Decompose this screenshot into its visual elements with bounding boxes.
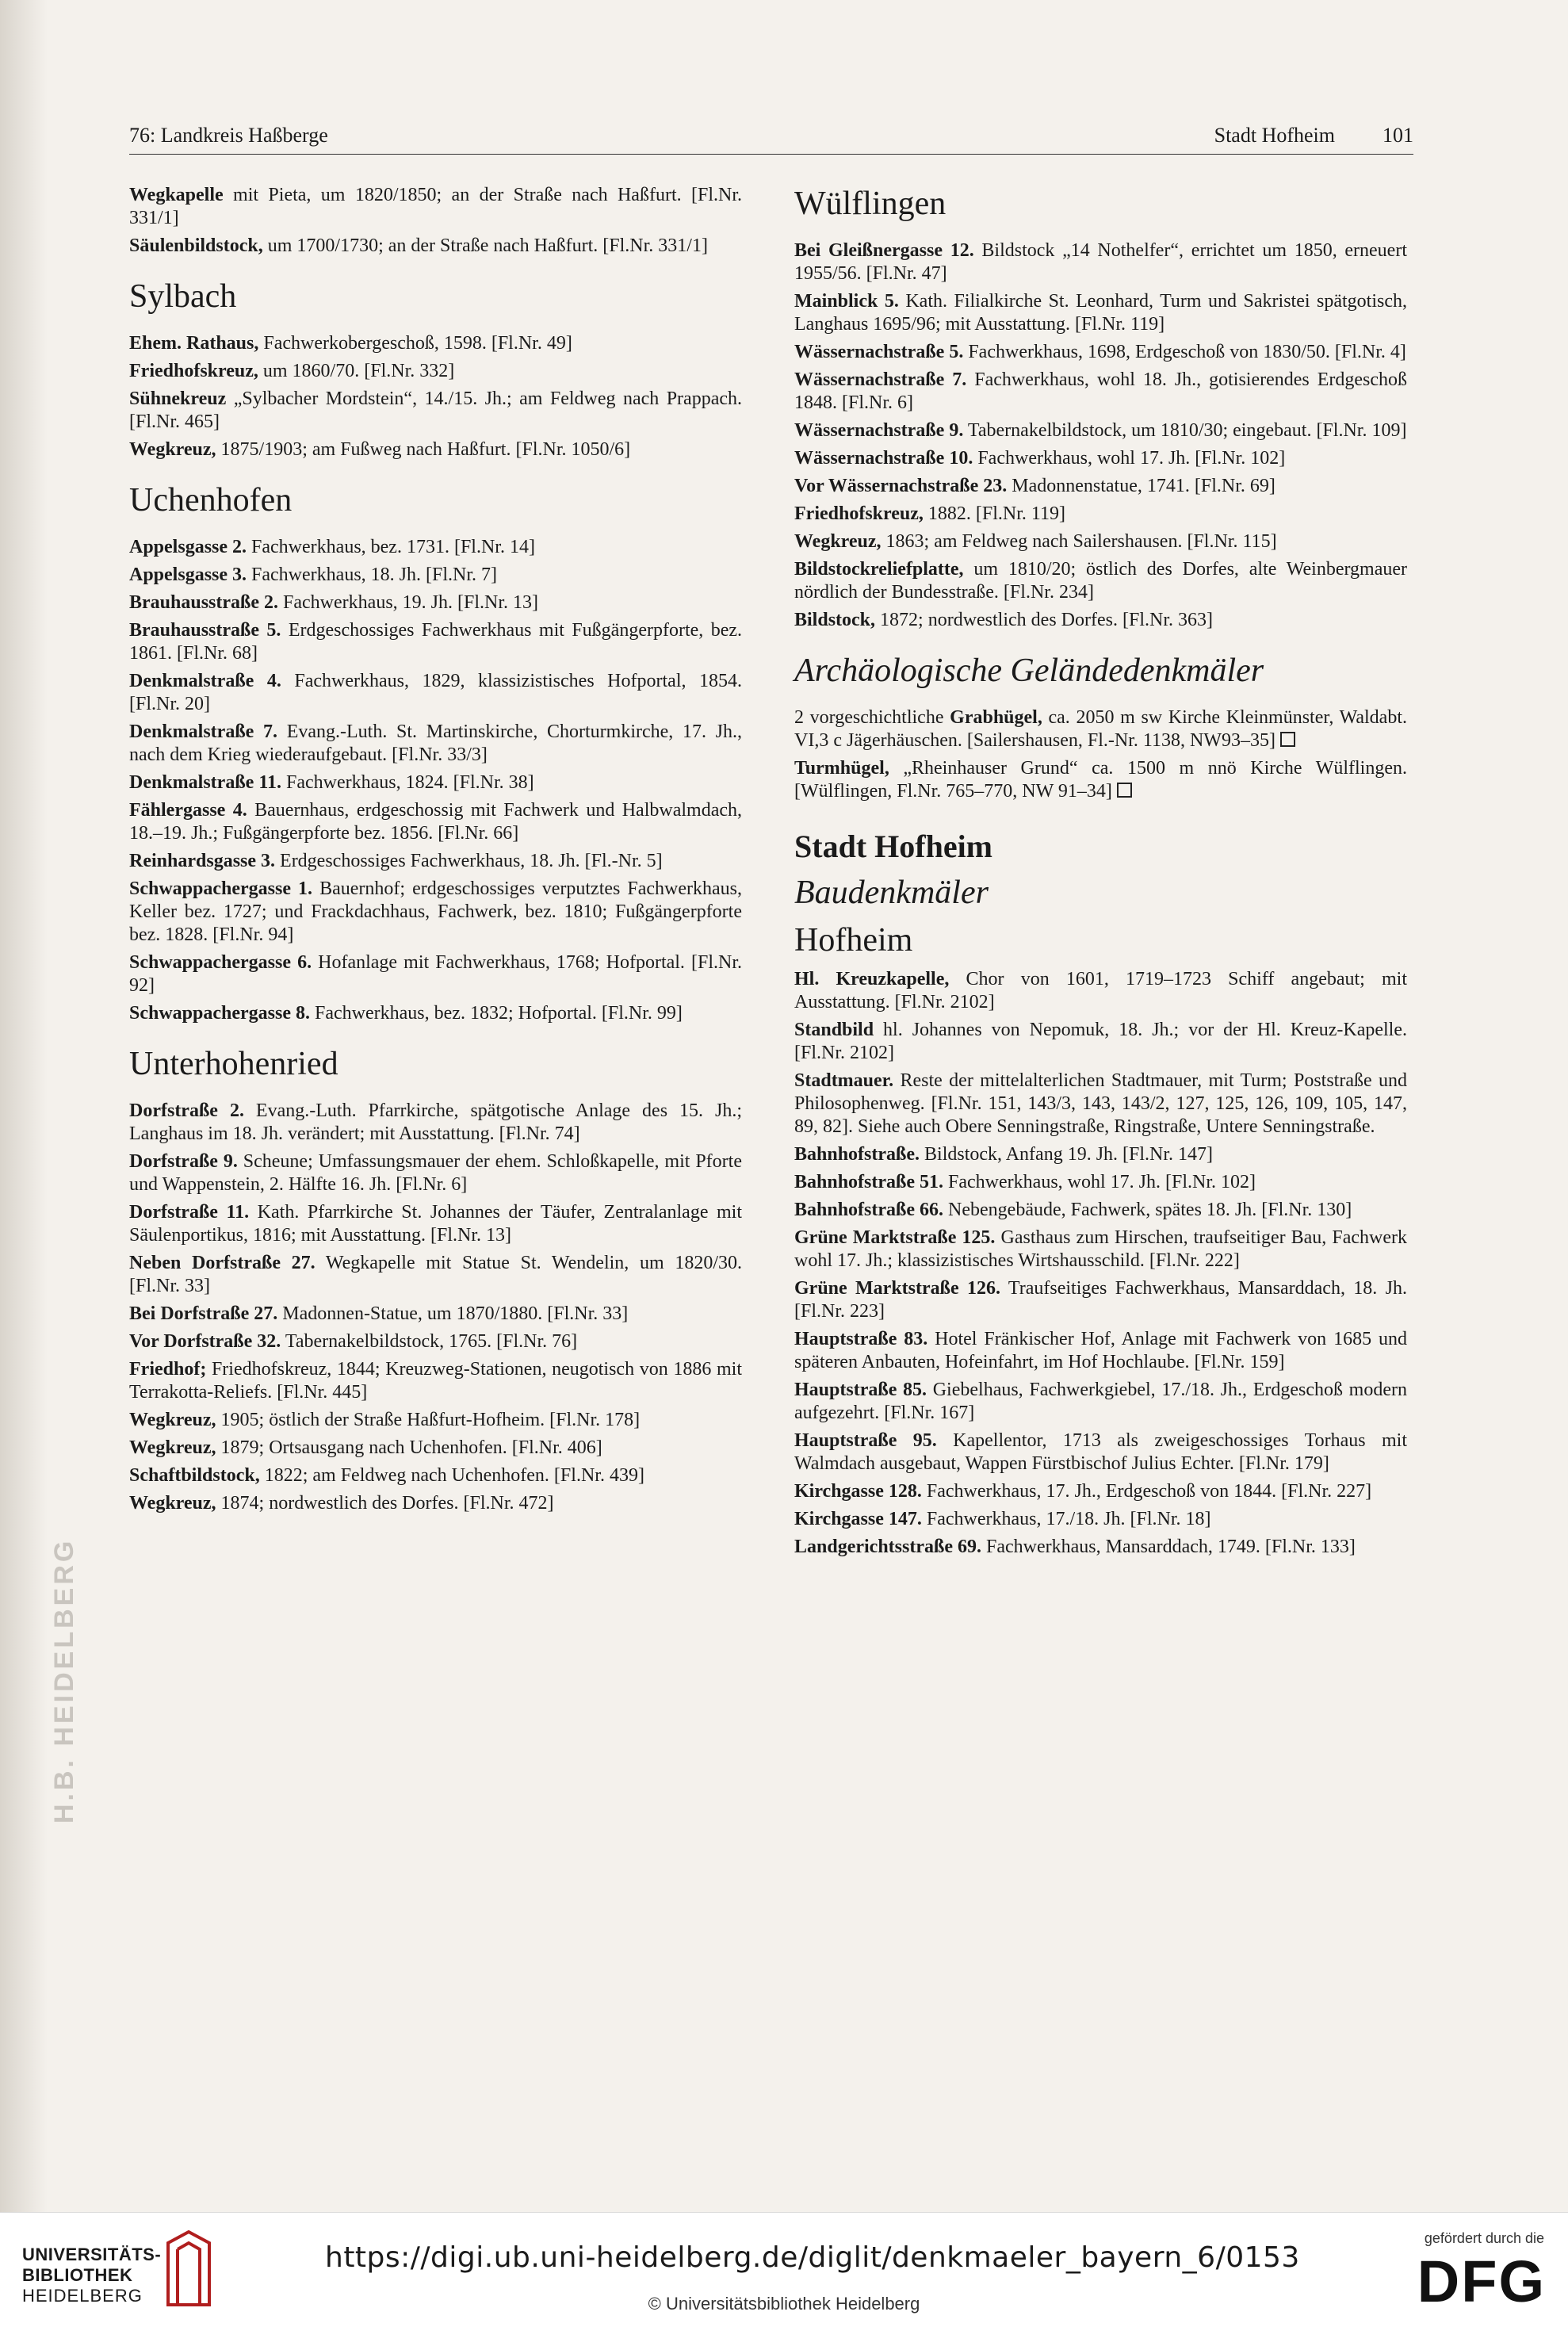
entry-name: Denkmalstraße 4. [129,671,281,691]
monument-entry [129,536,742,559]
monument-entry [794,1199,1407,1222]
entry-name: Mainblick 5. [794,291,899,312]
entry-description: „Rheinhauser Grund“ ca. 1500 m nnö Kirche Wülflingen. [Wülflingen, Fl.Nr. 765–770, NW 91–34] [794,758,1407,802]
entry-name: Schaftbildstock, [129,1465,260,1486]
header-right [1214,124,1413,147]
monument-entry [794,558,1407,604]
entry-name: Vor Dorfstraße 32. [129,1331,281,1352]
monument-entry [129,388,742,434]
monument-entry [794,1171,1407,1194]
entry-name: Dorfstraße 11. [129,1202,250,1223]
monument-entry [129,438,742,461]
entry-prefix: 2 vorgeschichtliche [794,707,950,728]
entry-name: Friedhof; [129,1359,207,1380]
entry-description: Hofanlage mit Fachwerkhaus, 1768; Hofportal. [Fl.Nr. 92] [129,952,742,996]
entry-name: Friedhofskreuz, [129,361,258,381]
entry-description: ca. 2050 m sw Kirche Kleinmünster, Waldabt. VI,3 c Jägerhäuschen. [Sailershausen, Fl.-Nr. 1138, NW93–35] [794,707,1407,751]
entry-description: Nebengebäude, Fachwerk, spätes 18. Jh. [Fl.Nr. 130] [943,1200,1352,1220]
entry-name: Bahnhofstraße 66. [794,1200,944,1220]
monument-entry [794,341,1407,364]
entry-description: 1822; am Feldweg nach Uchenhofen. [Fl.Nr. 439] [259,1465,644,1486]
monument-entry [129,1464,742,1487]
entry-name: Bahnhofstraße. [794,1144,920,1165]
monument-entry [129,1100,742,1146]
entry-description: Fachwerkhaus, 17./18. Jh. [Fl.Nr. 18] [921,1509,1211,1529]
section-heading: Stadt Hofheim [794,829,992,864]
entry-name: Wegkreuz, [129,439,216,460]
monument-entry [129,771,742,794]
monument-entry [794,239,1407,285]
entry-name: Dorfstraße 9. [129,1151,238,1172]
entry-name: Stadtmauer. [794,1070,894,1091]
copyright: © Universitätsbibliothek Heidelberg [648,2294,920,2314]
monument-entry [129,1201,742,1247]
logo-line1: UNIVERSITÄTS- [22,2245,162,2264]
entry-name: Vor Wässernachstraße 23. [794,476,1008,496]
square-marker-icon [1117,783,1132,798]
entry-name: Grüne Marktstraße 125. [794,1227,996,1248]
section-heading: Wülflingen [794,186,947,222]
monument-entry [794,1379,1407,1425]
entry-description: Fachwerkhaus, 18. Jh. [Fl.Nr. 7] [247,565,497,585]
entry-name: Landgerichtsstraße 69. [794,1537,981,1557]
monument-entry [794,1070,1407,1139]
left-column [129,184,742,1520]
entry-description: Fachwerkhaus, Mansarddach, 1749. [Fl.Nr. 133] [981,1537,1356,1557]
monument-entry [129,670,742,716]
entry-name: Ehem. Rathaus, [129,333,259,354]
page-number: 101 [1383,124,1413,147]
entry-name: Grabhügel, [950,707,1042,728]
entry-name: Kirchgasse 128. [794,1481,922,1502]
entry-name: Schwappachergasse 8. [129,1003,311,1024]
permalink-url[interactable]: https://digi.ub.uni-heidelberg.de/diglit/denkmaeler_bayern_6/0153 [325,2241,1300,2274]
gutter-shadow [0,0,48,2212]
entry-name: Wässernachstraße 5. [794,342,964,362]
monument-entry [794,1429,1407,1475]
entry-description: um 1810/20; östlich des Dorfes, alte Weinbergmauer nördlich der Bundesstraße. [Fl.Nr. 234] [794,559,1407,603]
monument-entry [129,184,742,230]
monument-entry [129,1437,742,1460]
monument-entry [794,757,1407,803]
entry-name: Wegkreuz, [129,1437,216,1458]
entry-name: Hauptstraße 85. [794,1380,927,1400]
right-column [794,184,1407,1563]
monument-entry [129,1409,742,1432]
entry-description: um 1860/70. [Fl.Nr. 332] [258,361,455,381]
monument-entry [129,235,742,258]
section-heading: Baudenkmäler [794,875,989,911]
entry-description: Tabernakelbildstock, um 1810/30; eingebaut. [Fl.Nr. 109] [963,420,1407,441]
entry-name: Schwappachergasse 1. [129,878,313,899]
monument-entry [794,290,1407,336]
entry-description: Fachwerkhaus, 1824. [Fl.Nr. 38] [281,772,534,793]
monument-entry [129,591,742,614]
monument-entry [794,1328,1407,1374]
entry-name: Schwappachergasse 6. [129,952,312,973]
entry-name: Dorfstraße 2. [129,1100,244,1121]
monument-entry [794,503,1407,526]
entry-description: Fachwerkhaus, wohl 17. Jh. [Fl.Nr. 102] [973,448,1286,469]
entry-description: Fachwerkobergeschoß, 1598. [Fl.Nr. 49] [258,333,572,354]
entry-name: Bildstockreliefplatte, [794,559,964,580]
entry-description: Wegkapelle mit Statue St. Wendelin, um 1820/30. [Fl.Nr. 33] [129,1253,742,1296]
entry-description: Bauernhof; erdgeschossiges verputztes Fachwerkhaus, Keller bez. 1727; und Frackdachhaus, Fachwerk, bez. 1810; Fußgängerpforte bez. 1828. [Fl.Nr. 94] [129,878,742,945]
monument-entry [794,419,1407,442]
entry-name: Appelsgasse 2. [129,537,247,557]
section-heading: Archäologische Geländedenkmäler [794,653,1264,689]
monument-entry [794,1277,1407,1323]
monument-entry [129,799,742,845]
monument-entry [794,1019,1407,1065]
monument-entry [129,878,742,947]
monument-entry [794,447,1407,470]
entry-description: 1879; Ortsausgang nach Uchenhofen. [Fl.Nr. 406] [216,1437,602,1458]
entry-name: Bei Gleißnergasse 12. [794,240,974,261]
section-heading: Uchenhofen [129,482,293,519]
entry-name: Säulenbildstock, [129,235,263,256]
library-stamp: H.B. HEIDELBERG [49,1537,79,1824]
entry-description: „Sylbacher Mordstein“, 14./15. Jh.; am Feldweg nach Prappach. [Fl.Nr. 465] [129,388,742,432]
entry-name: Standbild [794,1020,874,1040]
monument-entry [129,1358,742,1404]
section-heading: Unterhohenried [129,1046,338,1082]
entry-name: Hauptstraße 95. [794,1430,937,1451]
entry-description: Erdgeschossiges Fachwerkhaus mit Fußgängerpforte, bez. 1861. [Fl.Nr. 68] [129,620,742,664]
entry-description: Evang.-Luth. Pfarrkirche, spätgotische Anlage des 15. Jh.; Langhaus im 18. Jh. verändert; mit Ausstattung. [Fl.Nr. 74] [129,1100,742,1144]
entry-name: Denkmalstraße 11. [129,772,281,793]
monument-entry [129,1002,742,1025]
entry-name: Appelsgasse 3. [129,565,247,585]
entry-description: Fachwerkhaus, 1698, Erdgeschoß von 1830/50. [Fl.Nr. 4] [963,342,1406,362]
entry-name: Wässernachstraße 10. [794,448,973,469]
monument-entry [794,968,1407,1014]
entry-name: Wegkreuz, [129,1410,216,1430]
monument-entry [129,1252,742,1298]
entry-name: Fählergasse 4. [129,800,247,821]
monument-entry [129,1330,742,1353]
entry-description: Madonnenstatue, 1741. [Fl.Nr. 69] [1007,476,1275,496]
entry-description: Giebelhaus, Fachwerkgiebel, 17./18. Jh., Erdgeschoß modern aufgezehrt. [Fl.Nr. 167] [794,1380,1407,1423]
monument-entry [794,609,1407,632]
entry-name: Turmhügel, [794,758,889,779]
monument-entry [129,564,742,587]
entry-description: Fachwerkhaus, bez. 1731. [Fl.Nr. 14] [247,537,535,557]
entry-name: Neben Dorfstraße 27. [129,1253,316,1273]
monument-entry [129,360,742,383]
entry-description: Bildstock „14 Nothelfer“, errichtet um 1850, erneuert 1955/56. [Fl.Nr. 47] [794,240,1407,284]
monument-entry [794,1480,1407,1503]
monument-entry [129,619,742,665]
footer-bar [0,2212,1568,2327]
entry-name: Wässernachstraße 9. [794,420,964,441]
entry-description: 1905; östlich der Straße Haßfurt-Hofheim. [Fl.Nr. 178] [216,1410,641,1430]
funding-note: gefördert durch die [1424,2230,1544,2246]
entry-name: Wegkreuz, [794,531,882,552]
section-heading: Hofheim [794,922,913,959]
entry-description: Hotel Fränkischer Hof, Anlage mit Fachwerk von 1685 und späteren Anbauten, Hofeinfahrt, im Hof Hochlaube. [Fl.Nr. 159] [794,1329,1407,1372]
entry-description: Fachwerkhaus, 1829, klassizistisches Hofportal, 1854. [Fl.Nr. 20] [129,671,742,714]
entry-name: Friedhofskreuz, [794,503,924,524]
monument-entry [129,1303,742,1326]
monument-entry [794,1227,1407,1273]
entry-description: Scheune; Umfassungsmauer der ehem. Schloßkapelle, mit Pforte und Wappenstein, 2. Hälfte 16. Jh. [Fl.Nr. 6] [129,1151,742,1195]
header-left: 76: Landkreis Haßberge [129,124,328,147]
entry-name: Hauptstraße 83. [794,1329,928,1349]
entry-description: Madonnen-Statue, um 1870/1880. [Fl.Nr. 33] [277,1303,629,1324]
monument-entry [129,721,742,767]
logo-line3: HEIDELBERG [22,2286,143,2306]
header-title: Stadt Hofheim [1214,124,1335,147]
entry-description: Erdgeschossiges Fachwerkhaus, 18. Jh. [Fl.-Nr. 5] [275,851,663,871]
monument-entry [794,1508,1407,1531]
entry-name: Wegkreuz, [129,1493,216,1514]
entry-description: 1874; nordwestlich des Dorfes. [Fl.Nr. 472] [216,1493,554,1514]
monument-entry [129,951,742,997]
entry-name: Sühnekreuz [129,388,227,409]
monument-entry [129,1492,742,1515]
entry-name: Bildstock, [794,610,876,630]
entry-name: Kirchgasse 147. [794,1509,922,1529]
entry-name: Grüne Marktstraße 126. [794,1278,1000,1299]
entry-description: Fachwerkhaus, 17. Jh., Erdgeschoß von 1844. [Fl.Nr. 227] [921,1481,1372,1502]
entry-name: Denkmalstraße 7. [129,721,278,742]
dfg-logo[interactable]: DFG [1417,2249,1546,2314]
logo-line2: BIBLIOTHEK [22,2265,133,2285]
entry-description: Gasthaus zum Hirschen, traufseitiger Bau, Fachwerk wohl 17. Jh.; klassizistisches Wirtshausschild. [Fl.Nr. 222] [794,1227,1407,1271]
entry-description: 1875/1903; am Fußweg nach Haßfurt. [Fl.Nr. 1050/6] [216,439,631,460]
entry-name: Wegkapelle [129,185,224,205]
entry-description: Kath. Filialkirche St. Leonhard, Turm und Sakristei spätgotisch, Langhaus 1695/96; mit Ausstattung. [Fl.Nr. 119] [794,291,1407,335]
entry-description: Evang.-Luth. St. Martinskirche, Chorturmkirche, 17. Jh., nach dem Krieg wiederaufgebaut. [Fl.Nr. 33/3] [129,721,743,765]
entry-description: Fachwerkhaus, wohl 17. Jh. [Fl.Nr. 102] [943,1172,1256,1192]
entry-description: Fachwerkhaus, wohl 18. Jh., gotisierendes Erdgeschoß 1848. [Fl.Nr. 6] [794,369,1407,413]
entry-name: Hl. Kreuzkapelle, [794,969,950,989]
monument-entry [794,475,1407,498]
entry-description: Chor von 1601, 1719–1723 Schiff angebaut; mit Ausstattung. [Fl.Nr. 2102] [794,969,1407,1012]
entry-description: hl. Johannes von Nepomuk, 18. Jh.; vor der Hl. Kreuz-Kapelle. [Fl.Nr. 2102] [794,1020,1407,1063]
entry-description: Bildstock, Anfang 19. Jh. [Fl.Nr. 147] [920,1144,1214,1165]
running-header [129,124,1413,155]
monument-entry [794,1143,1407,1166]
entry-description: Friedhofskreuz, 1844; Kreuzweg-Stationen, neugotisch von 1886 mit Terrakotta-Reliefs. [Fl.Nr. 445] [129,1359,742,1403]
entry-description: Kath. Pfarrkirche St. Johannes der Täufer, Zentralanlage mit Säulenportikus, 1816; mit Ausstattung. [Fl.Nr. 13] [129,1202,742,1246]
entry-name: Wässernachstraße 7. [794,369,967,390]
entry-description: Traufseitiges Fachwerkhaus, Mansarddach, 18. Jh. [Fl.Nr. 223] [794,1278,1408,1322]
entry-description: Fachwerkhaus, bez. 1832; Hofportal. [Fl.Nr. 99] [310,1003,683,1024]
header-rule [129,154,1413,155]
entry-description: Kapellentor, 1713 als zweigeschossiges Torhaus mit Walmdach ausgebaut, Wappen Fürstbischof Julius Echter. [Fl.Nr. 179] [794,1430,1407,1474]
entry-description: 1882. [Fl.Nr. 119] [923,503,1065,524]
entry-name: Reinhardsgasse 3. [129,851,276,871]
monument-entry [794,530,1407,553]
entry-name: Brauhausstraße 5. [129,620,281,641]
section-heading: Sylbach [129,278,237,315]
monument-entry [794,706,1407,752]
entry-description: Reste der mittelalterlichen Stadtmauer, mit Turm; Poststraße und Philosophenweg. [Fl.Nr. 151, 143/3, 143, 143/2, 127, 125, 126, 109, 105, 147, 89, 82]. Siehe auch Obere Senningstraße, Ringstraße, Untere Senningstraße. [794,1070,1407,1137]
entry-name: Bahnhofstraße 51. [794,1172,944,1192]
monument-entry [129,1150,742,1196]
entry-name: Brauhausstraße 2. [129,592,279,613]
entry-description: Tabernakelbildstock, 1765. [Fl.Nr. 76] [281,1331,578,1352]
monument-entry [794,369,1407,415]
entry-description: 1872; nordwestlich des Dorfes. [Fl.Nr. 363] [875,610,1213,630]
square-marker-icon [1280,732,1295,747]
monument-entry [794,1536,1407,1559]
entry-description: Fachwerkhaus, 19. Jh. [Fl.Nr. 13] [278,592,538,613]
entry-description: 1863; am Feldweg nach Sailershausen. [Fl.Nr. 115] [881,531,1277,552]
entry-description: Bauernhaus, erdgeschossig mit Fachwerk und Halbwalmdach, 18.–19. Jh.; Fußgängerpforte bez. 1856. [Fl.Nr. 66] [129,800,742,844]
monument-entry [129,332,742,355]
entry-description: um 1700/1730; an der Straße nach Haßfurt. [Fl.Nr. 331/1] [262,235,708,256]
entry-name: Bei Dorfstraße 27. [129,1303,278,1324]
monument-entry [129,850,742,873]
entry-description: mit Pieta, um 1820/1850; an der Straße nach Haßfurt. [Fl.Nr. 331/1] [129,185,742,228]
